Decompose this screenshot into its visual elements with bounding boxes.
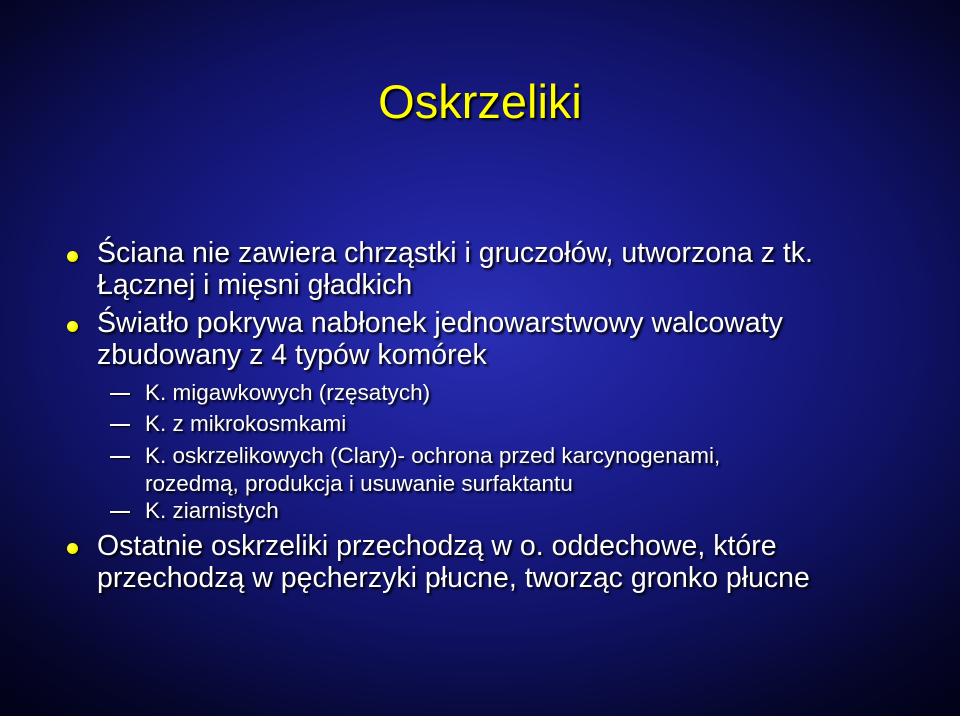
sub-bullet-item xyxy=(145,379,430,407)
bullet-line: Ostatnie oskrzeliki przechodzą w o. oddechowe, które xyxy=(97,530,777,562)
dash-icon xyxy=(110,424,130,426)
bullet-icon xyxy=(67,251,78,262)
bullet-item xyxy=(97,530,810,594)
sub-bullet-line: rozedmą, produkcja i usuwanie surfaktantu xyxy=(145,471,573,496)
bullet-icon xyxy=(67,543,78,554)
bullet-line: zbudowany z 4 typów komórek xyxy=(97,339,487,371)
sub-bullet-item xyxy=(145,497,279,525)
bullet-line: Światło pokrywa nabłonek jednowarstwowy walcowaty xyxy=(97,307,783,339)
sub-bullet-line: K. z mikrokosmkami xyxy=(145,411,347,436)
dash-icon xyxy=(110,456,130,458)
bullet-line: Ściana nie zawiera chrząstki i gruczołów, utworzona z tk. xyxy=(97,237,813,269)
bullet-icon xyxy=(67,321,78,332)
bullet-item xyxy=(97,237,813,301)
bullet-line: przechodzą w pęcherzyki płucne, tworząc gronko płucne xyxy=(97,562,810,594)
sub-bullet-item xyxy=(145,410,346,438)
sub-bullet-line: K. migawkowych (rzęsatych) xyxy=(145,380,431,405)
dash-icon xyxy=(110,511,130,513)
bullet-item xyxy=(97,307,783,371)
sub-bullet-line: K. ziarnistych xyxy=(145,498,279,523)
dash-icon xyxy=(110,393,130,395)
sub-bullet-line: K. oskrzelikowych (Clary)- ochrona przed karcynogenami, xyxy=(145,443,721,468)
slide-title: Oskrzeliki xyxy=(378,75,582,128)
bullet-line: Łącznej i mięsni gładkich xyxy=(97,269,413,301)
sub-bullet-item xyxy=(145,442,720,498)
